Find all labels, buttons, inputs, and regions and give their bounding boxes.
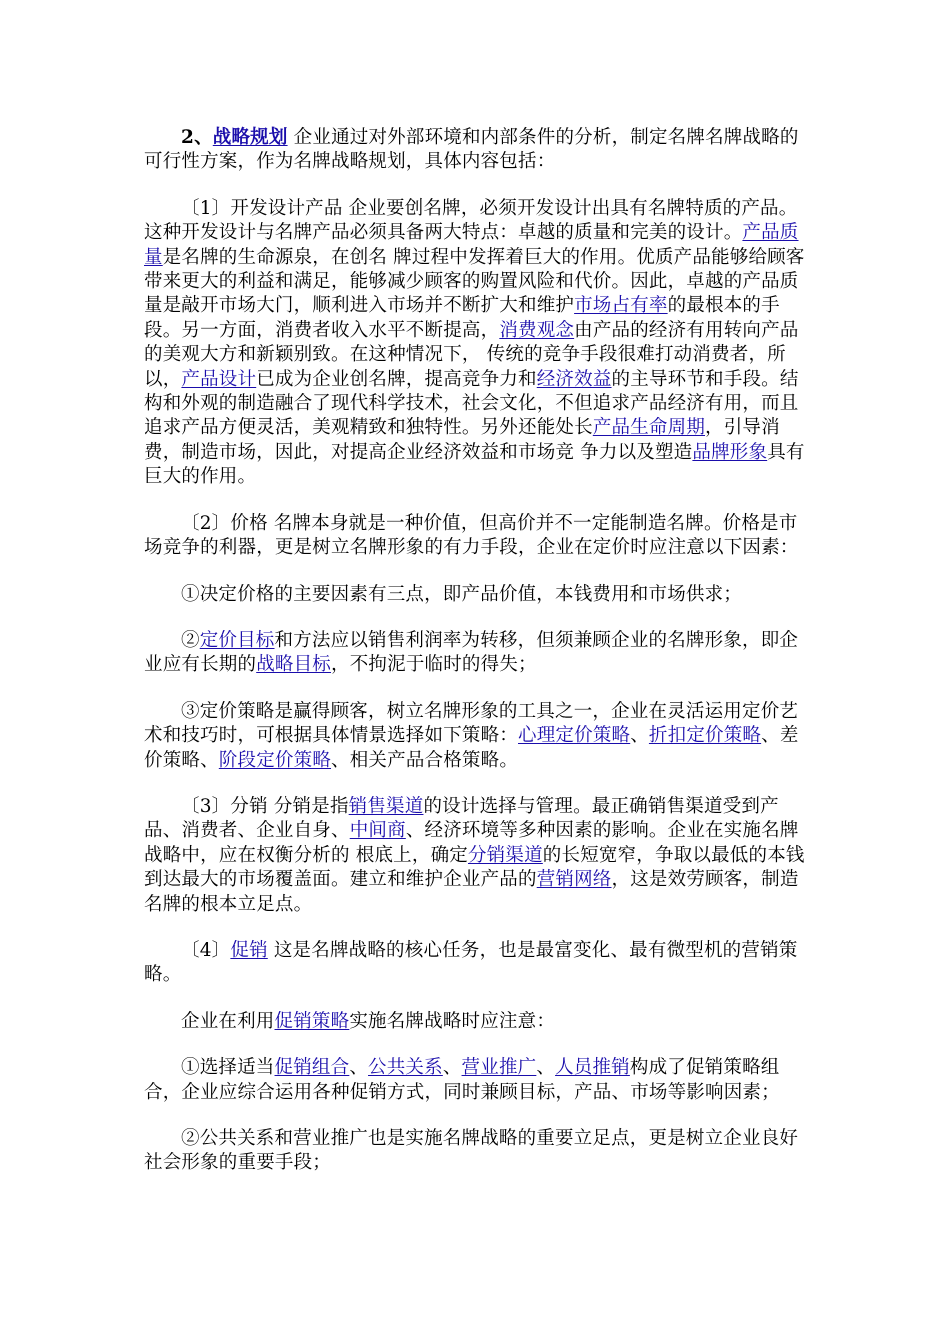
hyperlink[interactable]: 定价目标: [199, 629, 275, 651]
paragraph: [144, 1127, 808, 1176]
text-run: 、: [630, 725, 649, 747]
hyperlink[interactable]: 消费观念: [499, 319, 575, 341]
hyperlink[interactable]: 战略目标: [256, 654, 332, 676]
text-run: 由产品的经济有用转向产品的美观大方和新颖别致。在这种情况下， 传统的竞争手段很难打动消费者，所以，: [144, 319, 799, 390]
text-run: ，这是效劳顾客，制造名牌的根本立足点。: [144, 869, 799, 915]
hyperlink[interactable]: 产品生命周期: [592, 417, 706, 439]
text-run: 、: [536, 1057, 556, 1079]
paragraph: [144, 512, 808, 561]
hyperlink[interactable]: 促销: [230, 939, 268, 961]
paragraph: [144, 700, 808, 773]
paragraph: [144, 939, 808, 988]
text-run: 和方法应以销售利润率为转移，但须兼顾企业的名牌形象，即企业应有长期的: [144, 629, 799, 676]
text-run: 实施名牌战略时应注意：: [349, 1010, 556, 1032]
text-run: 〔3〕分销 分销是指: [181, 795, 349, 817]
paragraph: [144, 126, 808, 175]
text-run: 的长短宽窄，争取以最低的本钱到达最大的市场覆盖面。建立和维护企业产品的: [144, 844, 805, 891]
text-run: 构成了促销策略组合，企业应综合运用各种促销方式，同时兼顾目标，产品、市场等影响因素；: [144, 1057, 780, 1103]
paragraph: [144, 583, 808, 607]
hyperlink[interactable]: 分销渠道: [467, 844, 543, 866]
hyperlink[interactable]: 营业推广: [461, 1057, 537, 1079]
paragraph: [144, 197, 808, 490]
text-run: 的最根本的手段。另一方面，消费者收入水平不断提高，: [144, 295, 780, 341]
hyperlink[interactable]: 市场占有率: [574, 295, 668, 317]
text-run: 是名牌的生命源泉，在创名 牌过程中发挥着巨大的作用。优质产品能够给顾客带来更大的利益和满足，能够减少顾客的购置风险和代价。因此，卓越的产品质量是敲开市场大门，顺利进入市场并不断扩大和维护: [144, 246, 805, 317]
text-run: 具有巨大的作用。: [144, 441, 805, 488]
text-run: ，引导消费，制造市场，因此，对提高企业经济效益和市场竞 争力以及塑造: [144, 417, 780, 463]
paragraph: [144, 795, 808, 917]
hyperlink[interactable]: 公共关系: [368, 1057, 443, 1079]
text-run: ，不拘泥于临时的得失；: [331, 654, 537, 676]
hyperlink[interactable]: 促销策略: [274, 1010, 350, 1032]
hyperlink[interactable]: 促销组合: [274, 1057, 350, 1079]
text-run: 〔4〕: [181, 939, 231, 961]
text-run: ②: [181, 629, 200, 651]
text-run: ①选择适当: [181, 1057, 275, 1079]
paragraph: [144, 1010, 808, 1034]
hyperlink[interactable]: 营销网络: [536, 869, 612, 891]
text-run: 的设计选择与管理。最正确销售渠道受到产品、消费者、企业自身、: [144, 795, 779, 842]
hyperlink[interactable]: 销售渠道: [348, 795, 424, 817]
hyperlink[interactable]: 经济效益: [536, 368, 612, 390]
hyperlink[interactable]: 战略规划: [212, 127, 288, 148]
text-run: 2、: [181, 127, 213, 148]
hyperlink[interactable]: 心理定价策略: [518, 725, 631, 747]
text-run: 、相关产品合格策略。: [331, 749, 519, 771]
paragraph: [144, 629, 808, 678]
hyperlink[interactable]: 阶段定价策略: [218, 749, 332, 771]
text-run: 已成为企业创名牌，提高竞争力和: [256, 368, 537, 390]
text-run: ①决定价格的主要因素有三点，即产品价值，本钱费用和市场供求；: [181, 583, 743, 605]
hyperlink[interactable]: 中间商: [349, 820, 406, 842]
hyperlink[interactable]: 折扣定价策略: [648, 725, 762, 747]
text-run: 企业在利用: [181, 1010, 275, 1032]
text-run: ③定价策略是赢得顾客，树立名牌形象的工具之一，企业在灵活运用定价艺术和技巧时，可根据具体情景选择如下策略：: [144, 700, 799, 747]
hyperlink[interactable]: 产品设计: [181, 368, 257, 390]
paragraph: [144, 1056, 808, 1105]
hyperlink[interactable]: 产品质量: [144, 222, 799, 268]
hyperlink[interactable]: 品牌形象: [692, 441, 768, 463]
text-run: 、经济环境等多种因素的影响。企业在实施名牌战略中，应在权衡分析的 根底上，确定: [144, 820, 799, 866]
document-body: [144, 126, 808, 1198]
text-run: 、: [442, 1057, 462, 1079]
text-run: 、差价策略、: [144, 725, 799, 771]
text-run: 〔1〕开发设计产品 企业要创名牌，必须开发设计出具有名牌特质的产品。这种开发设计与名牌产品必须具备两大特点：卓越的质量和完美的设计。: [144, 197, 798, 244]
text-run: 这是名牌战略的核心任务，也是最富变化、最有微型机的营销策略。: [144, 939, 798, 986]
hyperlink[interactable]: 人员推销: [555, 1057, 630, 1079]
text-run: 、: [349, 1057, 369, 1079]
text-run: 企业通过对外部环境和内部条件的分析，制定名牌名牌战略的可行性方案，作为名牌战略规划，具体内容包括：: [144, 127, 799, 173]
text-run: 〔2〕价格 名牌本身就是一种价值，但高价并不一定能制造名牌。价格是市场竞争的利器，更是树立名牌形象的有力手段，企业在定价时应注意以下因素：: [144, 512, 799, 559]
text-run: 的主导环节和手段。结构和外观的制造融合了现代科学技术，社会文化，不但追求产品经济有用，而且追求产品方便灵活，美观精致和独特性。另外还能处长: [144, 368, 799, 439]
text-run: ②公共关系和营业推广也是实施名牌战略的重要立足点，更是树立企业良好社会形象的重要手段；: [144, 1128, 799, 1174]
